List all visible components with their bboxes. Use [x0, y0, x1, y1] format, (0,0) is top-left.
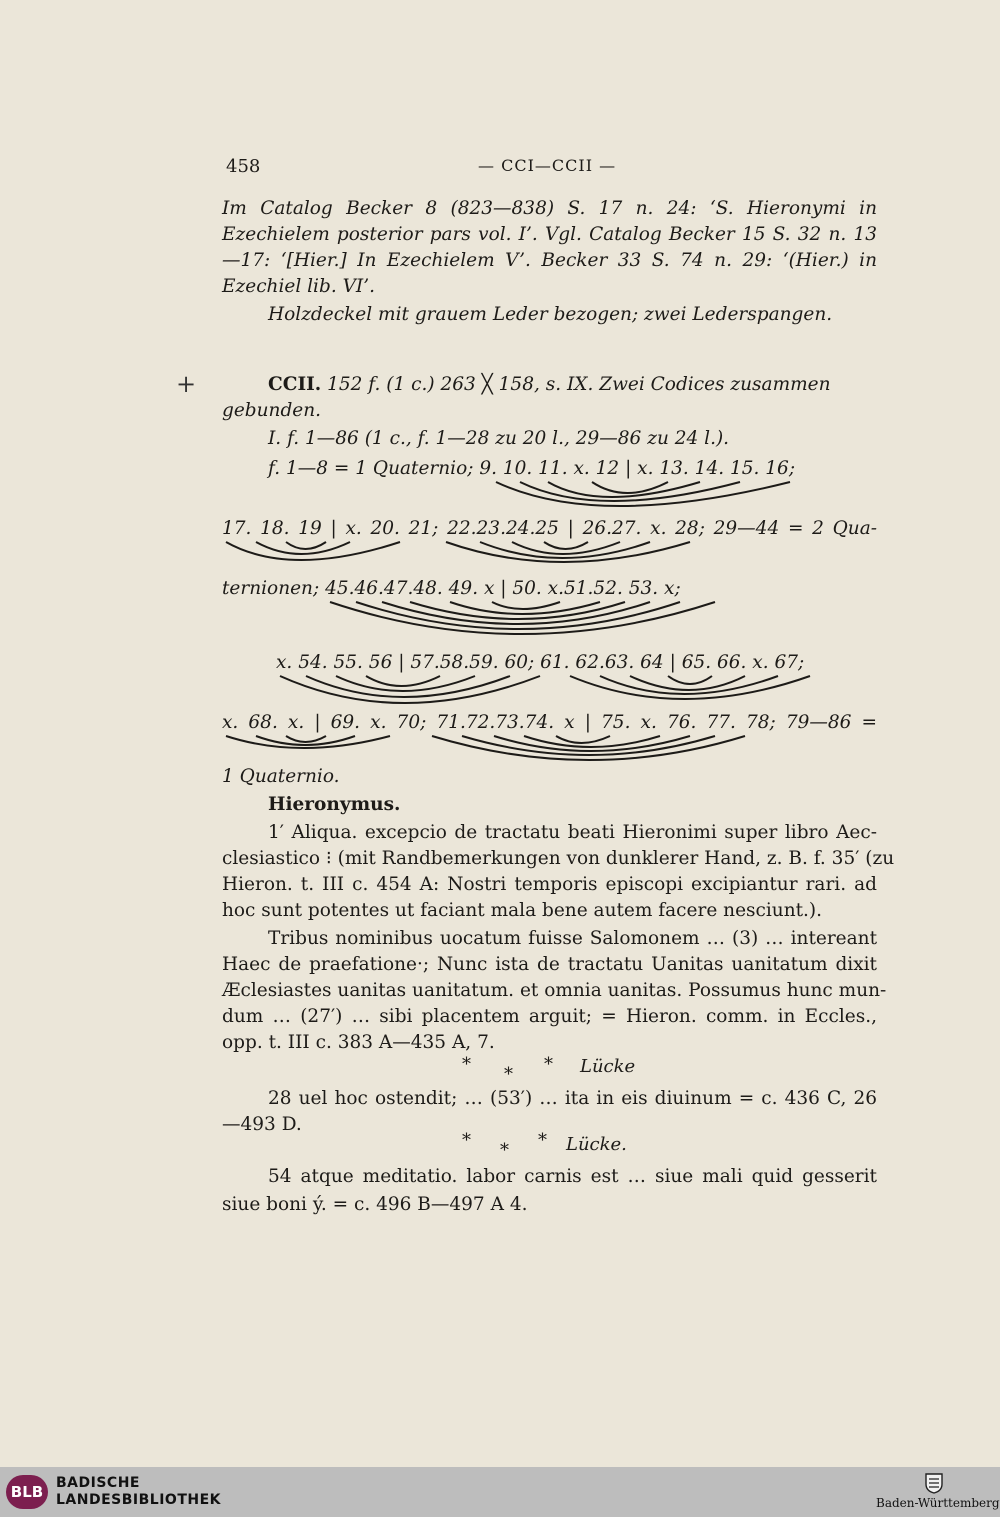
- quire-arc: [556, 736, 610, 743]
- quire-arc: [432, 736, 745, 760]
- library-name-line-1: BADISCHE: [56, 1475, 140, 1491]
- p4-line-2: siue boni ý. = c. 496 B—497 A 4.: [222, 1194, 528, 1215]
- author-heading: Hieronymus.: [268, 794, 401, 815]
- ccii-siglum: CCII.: [268, 374, 322, 395]
- collation-line-3: ternionen; 45.46.47.48. 49. x | 50. x.51.52. 53. x;: [222, 578, 681, 599]
- cci-text-line-3: —17: ‘[Hier.] In Ezechielem V’. Becker 33 S. 74 n. 29: ‘(Hier.) in: [222, 250, 877, 271]
- p4-line-1: 54 atque meditatio. labor carnis est … siue mali quid gesserit: [268, 1166, 877, 1187]
- lacuna-note: Lücke.: [566, 1134, 627, 1155]
- asterisk: *: [538, 1130, 547, 1151]
- quire-arc: [366, 676, 440, 686]
- quire-arc: [286, 542, 326, 549]
- collation-line-5: x. 68. x. | 69. x. 70; 71.72.73.74. x | 75. x. 76. 77. 78; 79—86 =: [222, 712, 877, 733]
- collation-line-6: 1 Quaternio.: [222, 766, 340, 787]
- p1-line-2: clesiastico ⁝ (mit Randbemerkungen von dunklerer Hand, z. B. f. 35′ (zu: [222, 848, 895, 869]
- p1-line-1: 1′ Aliqua. excepcio de tractatu beati Hieronimi super libro Aec-: [268, 822, 877, 843]
- asterisk: *: [462, 1054, 471, 1075]
- p3-line-1: 28 uel hoc ostendit; … (53′) … ita in eis diuinum = c. 436 C, 26: [268, 1088, 877, 1109]
- p1-line-4: hoc sunt potentes ut faciant mala bene autem facere nesciunt.).: [222, 900, 823, 921]
- p2-line-2: Haec de praefatione·; Nunc ista de tractatu Uanitas uanitatum dixit: [222, 954, 877, 975]
- asterisk: *: [544, 1054, 553, 1075]
- library-name-line-2: LANDESBIBLIOTHEK: [56, 1492, 222, 1508]
- ccii-heading-line-2: gebunden.: [222, 400, 322, 421]
- page-number: 458: [226, 156, 261, 177]
- p2-line-4: dum … (27′) … sibi placentem arguit; = Hieron. comm. in Eccles.,: [222, 1006, 877, 1027]
- quire-arc: [446, 542, 690, 562]
- cci-text-line-4: Ezechiel lib. VI’.: [222, 276, 376, 297]
- running-head: — CCI—CCII —: [478, 156, 617, 175]
- collation-line-2: 17. 18. 19 | x. 20. 21; 22.23.24.25 | 26.27. x. 28; 29—44 = 2 Qua-: [222, 518, 877, 539]
- ccii-heading-rest: 152 f. (1 c.) 263 ╳ 158, s. IX. Zwei Codices zusammen: [327, 374, 831, 395]
- cci-binding-note: Holzdeckel mit grauem Leder bezogen; zwei Lederspangen.: [268, 304, 833, 325]
- collation-line-4: x. 54. 55. 56 | 57.58.59. 60; 61. 62.63. 64 | 65. 66. x. 67;: [276, 652, 805, 673]
- state-name: Baden-Württemberg: [876, 1496, 1000, 1510]
- cci-text-line-2: Ezechielem posterior pars vol. I’. Vgl. Catalog Becker 15 S. 32 n. 13: [222, 224, 877, 245]
- asterisk: *: [504, 1064, 513, 1085]
- quire-arc: [226, 542, 400, 560]
- quire-arc: [256, 736, 355, 745]
- library-name: [56, 1475, 221, 1509]
- ccii-part-one: I. f. 1—86 (1 c., f. 1—28 zu 20 l., 29—86 zu 24 l.).: [268, 428, 730, 449]
- asterisk: *: [462, 1130, 471, 1151]
- cci-text-line-1: Im Catalog Becker 8 (823—838) S. 17 n. 24: ‘S. Hieronymi in: [222, 198, 877, 219]
- asterisk: *: [500, 1140, 509, 1161]
- quire-arc: [492, 602, 560, 609]
- p2-line-1: Tribus nominibus uocatum fuisse Salomonem … (3) … intereant: [268, 928, 877, 949]
- quire-arc: [336, 676, 475, 691]
- quire-arc: [286, 736, 326, 742]
- collation-line-1: f. 1—8 = 1 Quaternio; 9. 10. 11. x. 12 | x. 13. 14. 15. 16;: [268, 458, 796, 479]
- quire-arc: [544, 542, 588, 549]
- margin-mark: +: [176, 370, 197, 398]
- p3-line-2: —493 D.: [222, 1114, 302, 1135]
- viewer-footer: [0, 1467, 1000, 1517]
- p2-line-5: opp. t. III c. 383 A—435 A, 7.: [222, 1032, 495, 1053]
- p2-line-3: Æclesiastes uanitas uanitatum. et omnia uanitas. Possumus hunc mun-: [222, 980, 887, 1001]
- quire-arc: [668, 676, 712, 684]
- quire-arc: [592, 482, 668, 493]
- p1-line-3: Hieron. t. III c. 454 A: Nostri temporis episcopi excipiantur rari. ad: [222, 874, 877, 895]
- lacuna-note: Lücke: [580, 1056, 636, 1077]
- blb-logo: BLB: [6, 1475, 48, 1509]
- state-crest-icon: [924, 1472, 944, 1494]
